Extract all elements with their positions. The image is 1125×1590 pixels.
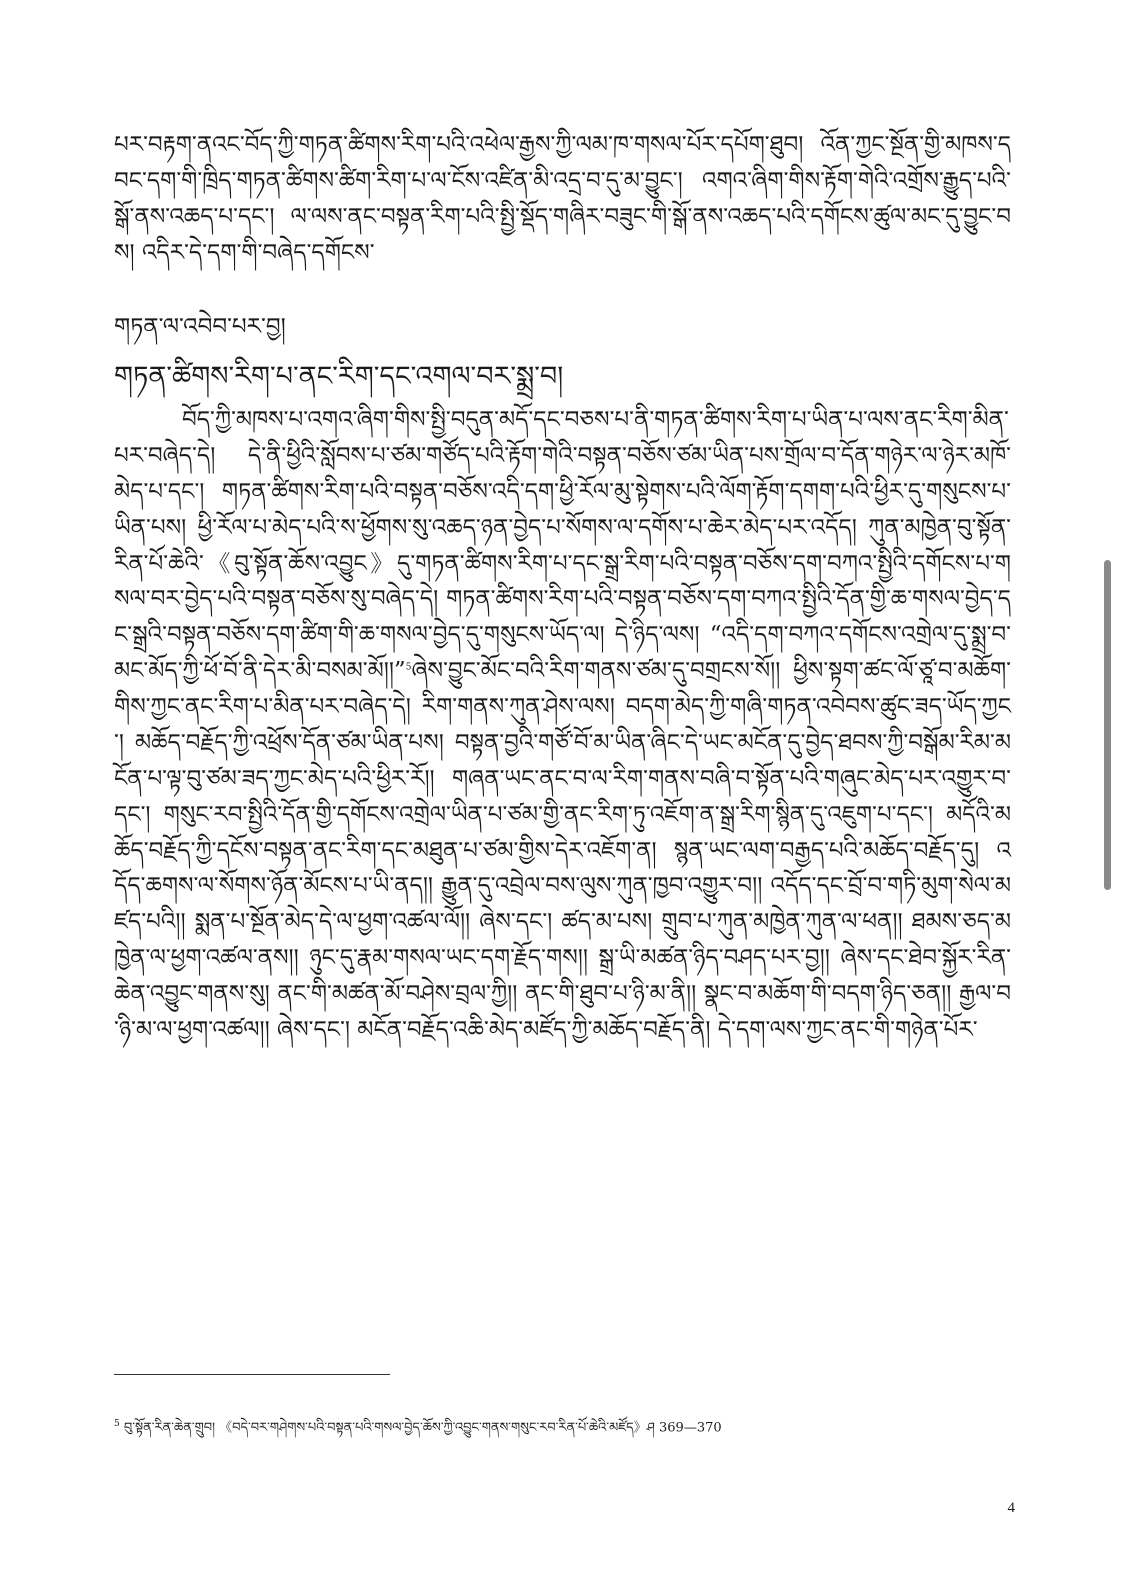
paragraph-3-text-b: ཞེས་བྱུང་མོང་བའི་རིག་གནས་ཙམ་དུ་བགྲངས་སོ།། ཕྱིས་སྟག་ཚང་ལོ་ཙཱ་བ་མཆོག་གིས་ཀྱང་ནང་རིག་པ་མིན་པར་བཞེད་དེ། རིག་གནས་ཀུན་ཤེས་ལས། བདག་མེད་ཀྱི་གཞི་གཏན་འབེབས་ཚུང་ཟད་ཡོད་ཀྱང་། མཆོད་བརྗོད་ཀྱི་འཕྲོས་དོན་ཙམ་ཡིན་པས། བསྟན་བྱའི་གཙོ་བོ་མ་ཡིན་ཞིང་དེ་ཡང་མངོན་དུ་བྱེད་ཐབས་ཀྱི་བསྒོམ་རིམ་མངོན་པ་ལྟ་བུ་ཙམ་ཟད་ཀྱང་མེད་པའི་ཕྱིར་རོ།། གཞན་ཡང་ནང་བ་ལ་རིག་གནས་བཞི་བ་སྟོན་པའི་གཞུང་མེད་པར་འགྱུར་བ་དང་། གསུང་རབ་སྤྱིའི་དོན་གྱི་དགོངས་འགྲེལ་ཡིན་པ་ཙམ་གྱི་ནང་རིག་ཏུ་འཇོག་ན་སྒྲ་རིག་སྙིན་དུ་འཇུག་པ་དང་། མདོའི་མཆོད་བརྗོད་ཀྱི་དངོས་བསྟན་ནང་རིག་དང་མཐུན་པ་ཙམ་གྱིས་དེར་འཇོག་ན། སྙན་ཡང་ལག་བརྒྱད་པའི་མཆོད་བརྗོད་དུ། འདོད་ཆགས་ལ་སོགས་ཉོན་མོངས་པ་ཡི་ནད།། རྒྱུན་དུ་འབྲེལ་བས་ལུས་ཀུན་ཁྱབ་འགྱུར་བ།། འདོད་དང་བྲོ་བ་གཏི་མུག་སེལ་མཛད་པའི།། སྨན་པ་སྔོན་མེད་དེ་ལ་ཕྱག་འཚལ་ལོ།། ཞེས་དང་། ཚད་མ་པས། གྲུབ་པ་ཀུན་མཁྱེན་ཀུན་ལ་ཕན།། ཐམས་ཅད་མཁྱེན་ལ་ཕྱག་འཚལ་ནས།། ཉུང་དུ་རྣམ་གསལ་ཡང་དག་རྗོད་གས།། སྒྲ་ཡི་མཚན་ཉིད་བཤད་པར་བྱ།། ཞེས་དང་ཐེབ་སྐྱོར་རིན་ཆེན་འབྱུང་གནས་སུ། ནང་གི་མཚན་མོ་བཤེས་བྲལ་ཀྱི།། ནང་གི་ཐུབ་པ་ཉི་མ་ནི།། སྣང་བ་མཆོག་གི་བདག་ཉིད་ཅན།། རྒྱལ་བ་ཉི་མ་ལ་ཕྱག་འཚལ།། ཞེས་དང་། མངོན་བརྗོད་འཆི་མེད་མཛོད་ཀྱི་མཆོད་བརྗོད་ནི། དེ་དག་ལས་ཀྱང་ནང་གི་གཉེན་པོར་ [114,658,1011,1043]
scrollbar-thumb[interactable] [1104,560,1111,890]
footnote-number: 5 [114,1419,120,1429]
footnote-reference[interactable]: 5 [405,662,412,673]
paragraph-3 [114,403,1011,1049]
footnote-text: བུ་སྟོན་རིན་ཆེན་གྲུབ། 《བདེ་བར་གཤེགས་པའི་བསྟན་པའི་གསལ་བྱེད་ཆོས་ཀྱི་འབྱུང་གནས་གསུང་རབ་རིན་པོ་ཆེའི་མཛོད》ཤ 369—370 [123,1420,722,1436]
footnote [114,1418,1011,1438]
section-heading: གཏན་ཚིགས་རིག་པ་ནང་རིག་དང་འགལ་བར་སྨྲ་བ། [114,361,564,392]
paragraph-3-text-a: བོད་ཀྱི་མཁས་པ་འགའ་ཞིག་གིས་སྤྱི་བདུན་མདོ་དང་བཅས་པ་ནི་གཏན་ཚིགས་རིག་པ་ཡིན་པ་ལས་ནང་རིག་མིན་པར་བཞེད་དེ། དེ་ནི་ཕྱིའི་སློབས་པ་ཙམ་གཙོད་པའི་རྟོག་གེའི་བསྟན་བཅོས་ཙམ་ཡིན་པས་གྲོལ་བ་དོན་གཉེར་ལ་ཉེར་མཁོ་མེད་པ་དང་། གཏན་ཚིགས་རིག་པའི་བསྟན་བཅོས་འདི་དག་ཕྱི་རོལ་མུ་སྟེགས་པའི་ལོག་རྟོག་དགག་པའི་ཕྱིར་དུ་གསུངས་པ་ཡིན་པས། ཕྱི་རོལ་པ་མེད་པའི་ས་ཕྱོགས་སུ་འཆད་ཉན་བྱེད་པ་སོགས་ལ་དགོས་པ་ཆེར་མེད་པར་འདོད། ཀུན་མཁྱེན་བུ་སྟོན་རིན་པོ་ཆེའི་《བུ་སྟོན་ཆོས་འབྱུང》དུ་གཏན་ཚིགས་རིག་པ་དང་སྒྲ་རིག་པའི་བསྟན་བཅོས་དག་བཀའ་སྤྱིའི་དགོངས་པ་གསལ་བར་བྱེད་པའི་བསྟན་བཅོས་སུ་བཞེད་དེ། གཏན་ཚིགས་རིག་པའི་བསྟན་བཅོས་དག་བཀའ་སྤྱིའི་དོན་གྱི་ཆ་གསལ་བྱེད་དང་སྒྲའི་བསྟན་བཅོས་དག་ཚིག་གི་ཆ་གསལ་བྱེད་དུ་གསུངས་ཡོད་ལ། དེ་ཉིད་ལས། “འདི་དག་བཀའ་དགོངས་འགྲེལ་དུ་སྨྲ་བ་མང་མོད་ཀྱི་ཕོ་བོ་ནི་དེར་མི་བསམ་མོ།།” [114,407,1011,685]
paragraph-2: གཏན་ལ་འབེབ་པར་བྱ། [114,314,286,340]
page-number: 4 [1007,1500,1015,1516]
paragraph-1: པར་བརྟག་ནའང་བོད་ཀྱི་གཏན་ཚིགས་རིག་པའི་འཕེལ་རྒྱས་ཀྱི་ལམ་ཁ་གསལ་པོར་དཔོག་ཐུབ། འོན་ཀྱང་སྔོན་གྱི་མཁས་དབང་དག་གི་ཁྲིད་གཏན་ཚིགས་ཚིག་རིག་པ་ལ་ངོས་འཛིན་མི་འདྲ་བ་དུ་མ་བྱུང་། འགའ་ཞིག་གིས་རྟོག་གེའི་འགྲོས་རྒྱུད་པའི་སྒོ་ནས་འཆད་པ་དང་། ལ་ལས་ནང་བསྟན་རིག་པའི་སྤྱི་སྡོད་གཞིར་བཟུང་གི་སྒོ་ནས་འཆད་པའི་དགོངས་ཚུལ་མང་དུ་བྱུང་བས། འདིར་དེ་དག་གི་བཞེད་དགོངས་ [114,132,1011,266]
footnote-divider [114,1374,390,1375]
